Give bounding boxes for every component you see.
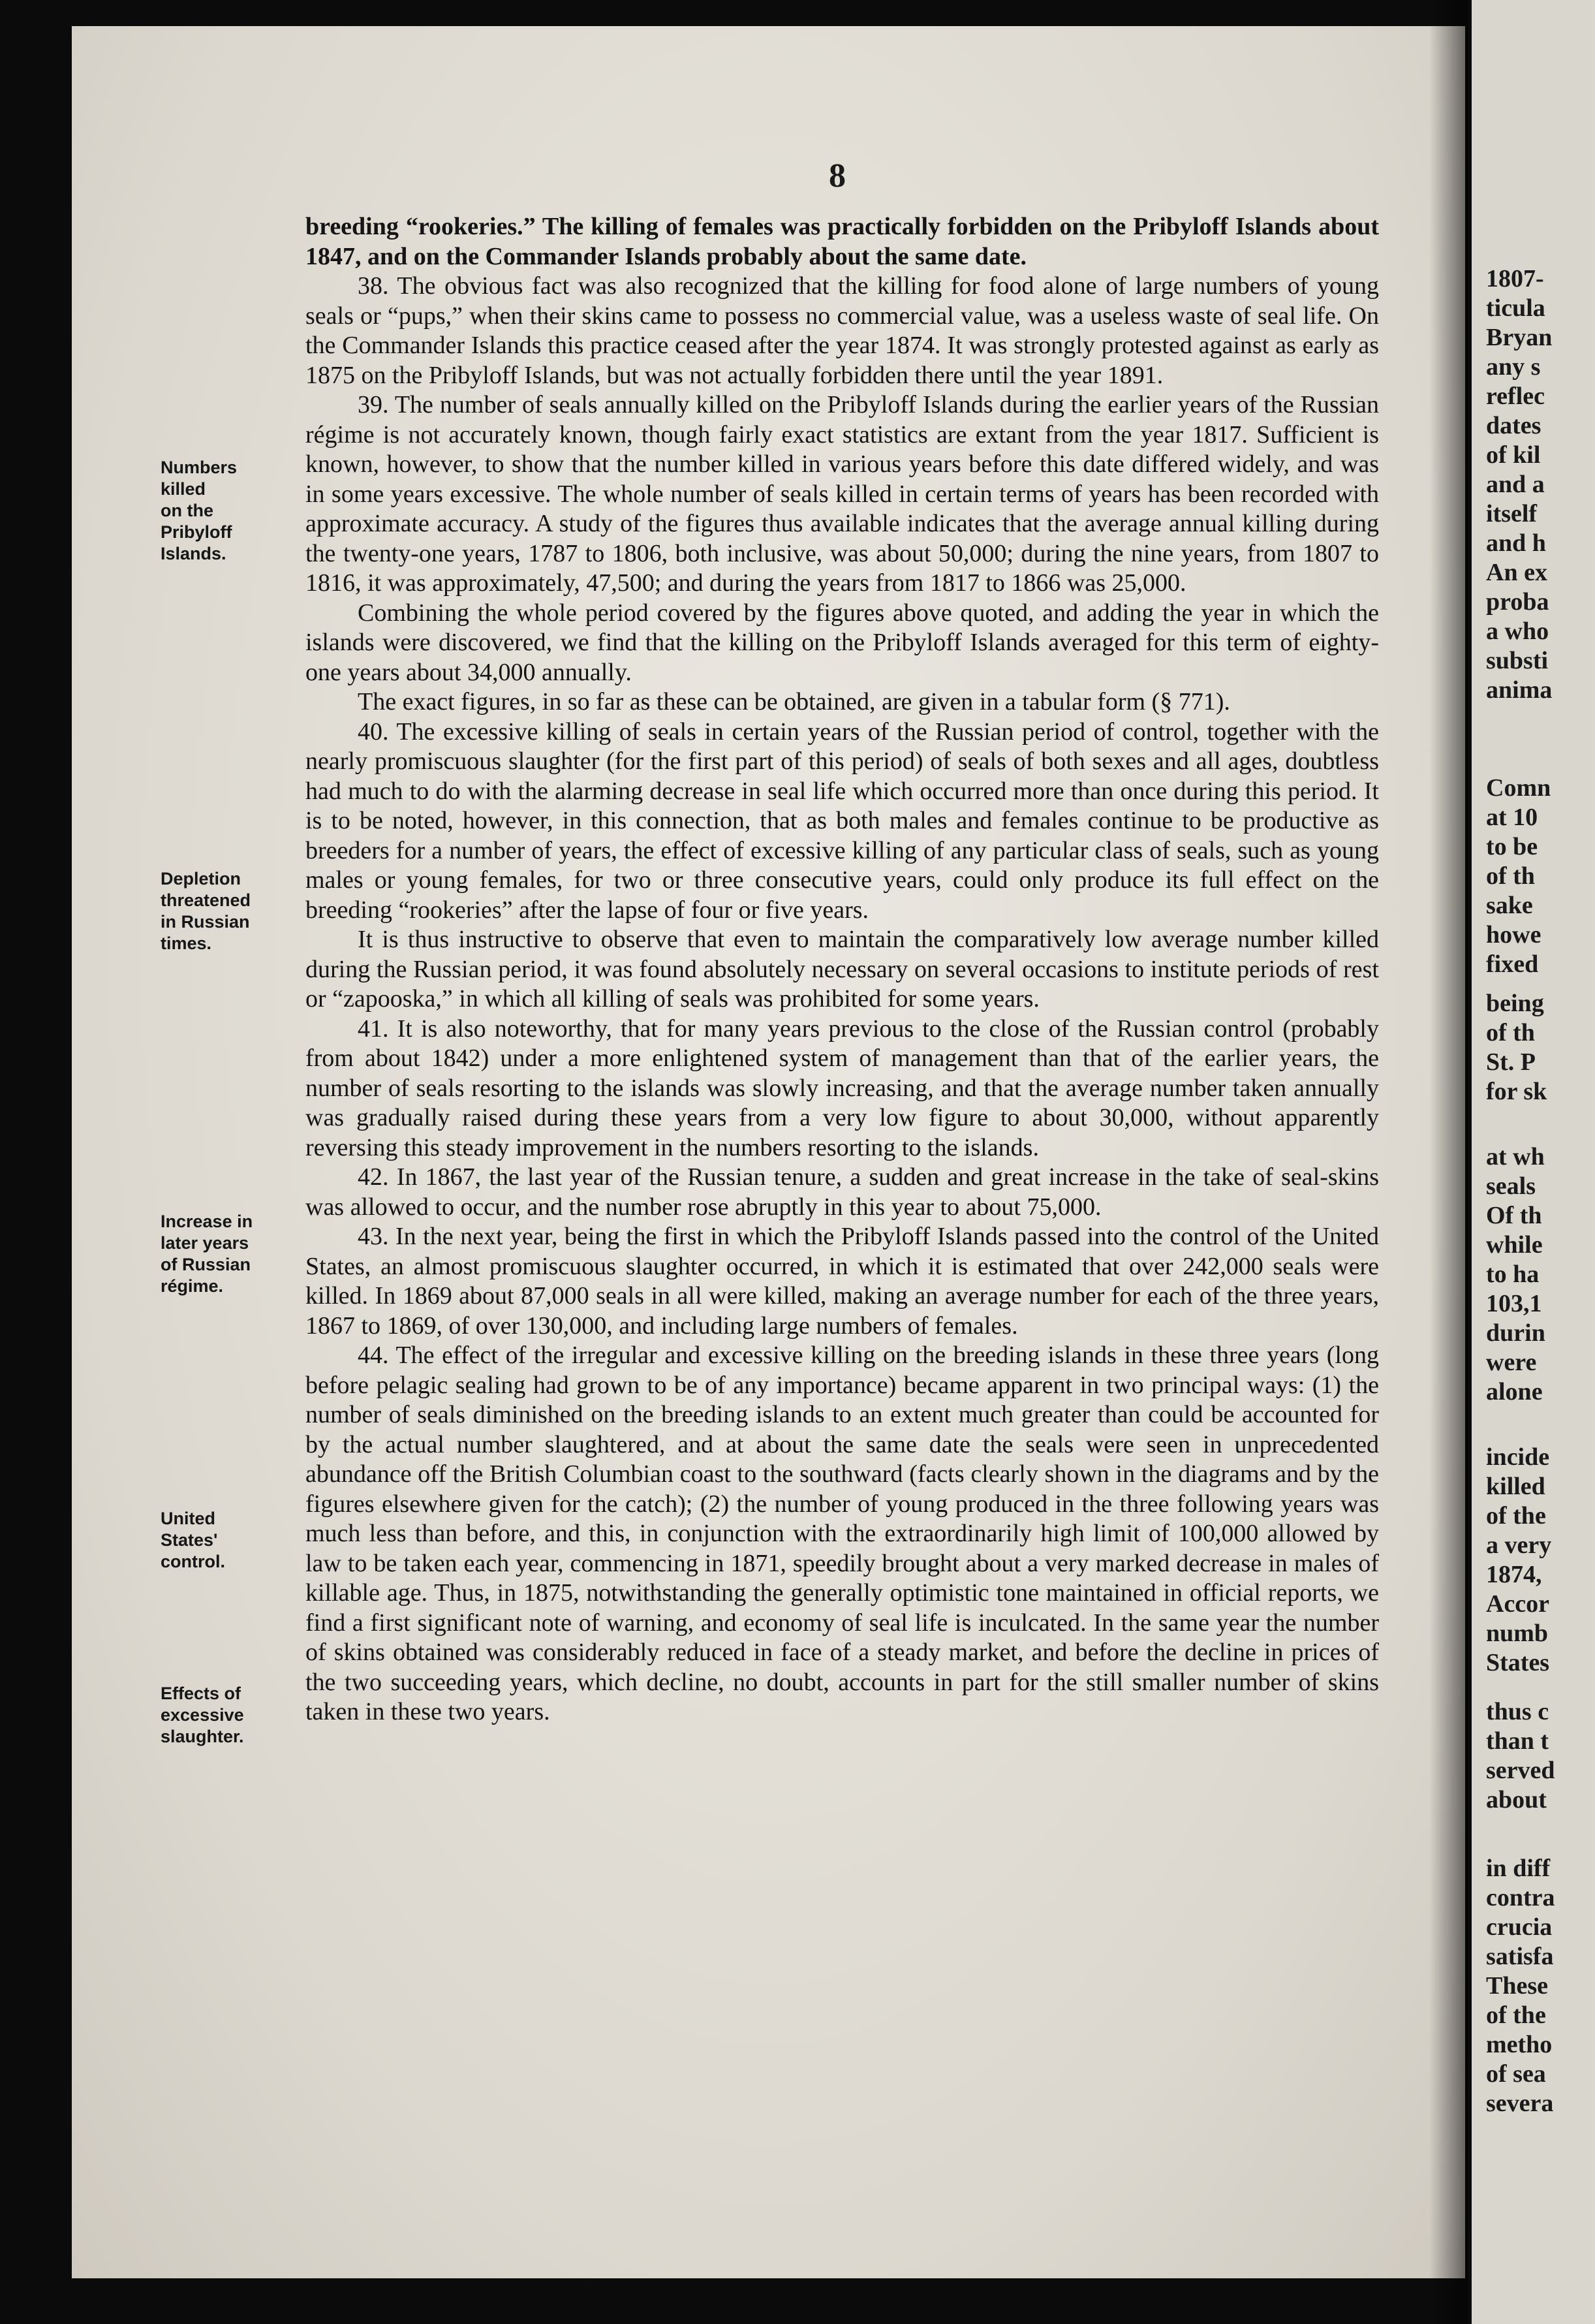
- adjacent-page-fragment: in diff: [1486, 1855, 1551, 1882]
- adjacent-page-fragment: any s: [1486, 353, 1541, 381]
- paragraph: 43. In the next year, being the first in which the Pribyloff Islands passed into the control of the United States, an almost promiscuous slaughter occurred, in which it is estimated that over 242,000 seals were killed. In 1869 about 87,000 seals in all were killed, making an average number for each of the three years, 1867 to 1869, of over 130,000, and including large numbers of females.: [305, 1223, 1379, 1340]
- adjacent-page-fragment: howe: [1486, 921, 1541, 949]
- adjacent-page-fragment: and h: [1486, 529, 1546, 557]
- adjacent-page-fragment: An ex: [1486, 559, 1547, 586]
- adjacent-page-fragment: of the: [1486, 1502, 1546, 1530]
- adjacent-page-fragment: substi: [1486, 647, 1549, 674]
- margin-note-increase: [161, 1211, 278, 1297]
- adjacent-page-fragment: a who: [1486, 618, 1549, 645]
- paragraph: 41. It is also noteworthy, that for many years previous to the close of the Russian control (probably from about 1842) under a more enlightened system of management than that of the earlier years, the number of seals resorting to the islands was slowly increasing, and that the average number taken annually was gradually raised during these years from a very low figure to about 30,000, without apparently reversing this steady improvement in the numbers resorting to the islands.: [305, 1014, 1379, 1161]
- adjacent-page-fragment: of th: [1486, 1019, 1535, 1046]
- margin-note-numbers-killed: [161, 457, 278, 565]
- adjacent-page-fragment: St. P: [1486, 1048, 1536, 1076]
- margin-note-line: killed: [161, 479, 206, 499]
- adjacent-page-fragment: itself: [1486, 500, 1538, 527]
- adjacent-page-fragment: incide: [1486, 1443, 1550, 1471]
- margin-note-line: control.: [161, 1552, 225, 1571]
- adjacent-page-fragment: crucia: [1486, 1913, 1553, 1941]
- adjacent-page-fragment: than t: [1486, 1727, 1549, 1755]
- adjacent-page-fragment: a very: [1486, 1531, 1552, 1559]
- adjacent-page-fragment: dates: [1486, 412, 1541, 439]
- adjacent-page-fragment: durin: [1486, 1319, 1545, 1347]
- adjacent-page-fragment: alone: [1486, 1378, 1543, 1405]
- margin-note-effects: [161, 1683, 278, 1748]
- adjacent-page-fragment: of sea: [1486, 2060, 1546, 2088]
- margin-note-line: Numbers: [161, 458, 238, 477]
- adjacent-page-fragment: 103,1: [1486, 1290, 1542, 1317]
- margin-note-line: on the: [161, 501, 213, 520]
- adjacent-page-fragment: Accor: [1486, 1590, 1550, 1618]
- margin-note-united-states: [161, 1508, 278, 1573]
- margin-note-line: slaughter.: [161, 1727, 244, 1746]
- margin-note-depletion: [161, 868, 278, 954]
- adjacent-page-fragment: served: [1486, 1757, 1555, 1784]
- margin-note-line: United: [161, 1509, 215, 1528]
- margin-note-line: in Russian: [161, 912, 250, 932]
- adjacent-page-fragment: Bryan: [1486, 324, 1553, 351]
- adjacent-page-fragment: satisfa: [1486, 1943, 1554, 1970]
- adjacent-page-fragment: were: [1486, 1349, 1537, 1376]
- adjacent-page-fragment: killed: [1486, 1473, 1545, 1500]
- adjacent-page-edge: [1472, 0, 1595, 2324]
- margin-note-line: Islands.: [161, 544, 226, 563]
- margin-note-line: Increase in: [161, 1212, 253, 1231]
- margin-note-line: States': [161, 1530, 218, 1550]
- paragraph: breeding “rookeries.” The killing of females was practically forbidden on the Pribyloff Islands about 1847, and on the Commander Islands probably about the same date.: [305, 213, 1379, 270]
- paragraph: 44. The effect of the irregular and excessive killing on the breeding islands in these three years (long before pelagic sealing had grown to be of any importance) became apparent in two principal ways: (1) the number of seals diminished on the breeding islands to an extent much greater than could be accounted for by the actual number slaughtered, and at about the same date the seals were seen in unprecedented abundance off the British Columbian coast to the southward (facts clearly shown in the diagrams and by the figures elsewhere given for the catch); (2) the number of young produced in the three following years was much less than before, and this, in conjunction with the extraordinarily high limit of 100,000 allowed by law to be taken each year, commencing in 1871, speedily brought about a very marked decrease in males of killable age. Thus, in 1875, notwithstanding the generally optimistic tone maintained in official reports, we find a first significant note of warning, and economy of seal life is inculcated. In the same year the number of skins obtained was considerably reduced in face of a steady market, and before the decline in prices of the two succeeding years, which decline, no doubt, accounts in part for the still smaller number of skins taken in these two years.: [305, 1342, 1379, 1725]
- adjacent-page-fragment: Comn: [1486, 774, 1551, 802]
- adjacent-page-fragment: of kil: [1486, 441, 1541, 469]
- margin-note-line: excessive: [161, 1705, 244, 1725]
- adjacent-page-fragment: These: [1486, 1972, 1548, 2000]
- adjacent-page-fragment: contra: [1486, 1884, 1555, 1911]
- adjacent-page-fragment: thus c: [1486, 1698, 1549, 1725]
- adjacent-page-fragment: severa: [1486, 2090, 1554, 2117]
- adjacent-page-fragment: for sk: [1486, 1078, 1547, 1105]
- adjacent-page-fragment: anima: [1486, 676, 1553, 704]
- adjacent-page-fragment: to ha: [1486, 1261, 1540, 1288]
- margin-note-line: times.: [161, 934, 212, 953]
- adjacent-page-fragment: numb: [1486, 1620, 1549, 1647]
- adjacent-page-fragment: 1807-: [1486, 265, 1544, 292]
- adjacent-page-fragment: reflec: [1486, 383, 1545, 410]
- paragraph: 39. The number of seals annually killed on the Pribyloff Islands during the earlier years of the Russian régime is not accurately known, though fairly exact statistics are extant from the year 1817. Sufficient is known, however, to show that the number killed in various years before this date differed widely, and was in some years excessive. The whole number of seals killed in certain terms of years has been recorded with approximate accuracy. A study of the figures thus available indicates that the average annual killing during the twenty-one years, 1787 to 1806, both inclusive, was about 50,000; during the nine years, from 1807 to 1816, it was approximately, 47,500; and during the years from 1817 to 1866 was 25,000.: [305, 391, 1379, 597]
- book-gutter-shadow: [1429, 0, 1468, 2324]
- body-text: [305, 212, 1379, 1727]
- adjacent-page-fragment: proba: [1486, 588, 1549, 616]
- adjacent-page-fragment: while: [1486, 1231, 1543, 1259]
- margin-note-line: of Russian: [161, 1255, 251, 1274]
- adjacent-page-fragment: States: [1486, 1649, 1550, 1676]
- adjacent-page-fragment: seals: [1486, 1172, 1536, 1200]
- adjacent-page-fragment: about: [1486, 1786, 1547, 1814]
- adjacent-page-fragment: and a: [1486, 471, 1545, 498]
- paragraph: 38. The obvious fact was also recognized that the killing for food alone of large numbers of young seals or “pups,” when their skins came to possess no commercial value, was a useless waste of seal life. On the Commander Islands this practice ceased after the year 1874. It was strongly protested against as early as 1875 on the Pribyloff Islands, but was not actually forbidden there until the year 1891.: [305, 272, 1379, 389]
- paragraph: 42. In 1867, the last year of the Russian tenure, a sudden and great increase in the take of seal-skins was allowed to occur, and the number rose abruptly in this year to about 75,000.: [305, 1163, 1379, 1221]
- paragraph: It is thus instructive to observe that even to maintain the comparatively low average number killed during the Russian period, it was found absolutely necessary on several occasions to institute periods of rest or “zapooska,” in which all killing of seals was prohibited for some years.: [305, 926, 1379, 1013]
- margin-note-line: threatened: [161, 890, 251, 910]
- adjacent-page-fragment: metho: [1486, 2031, 1553, 2058]
- adjacent-page-fragment: to be: [1486, 833, 1538, 860]
- adjacent-page-fragment: sake: [1486, 892, 1533, 919]
- margin-note-line: Effects of: [161, 1684, 241, 1703]
- paragraph: 40. The excessive killing of seals in certain years of the Russian period of control, together with the nearly promiscuous slaughter (for the first part of this period) of seals of both sexes and all ages, doubtless had much to do with the alarming decrease in seal life which occurred more than once during this period. It is to be noted, however, in this connection, that as both males and females continue to be productive as breeders for a number of years, the effect of excessive killing of any particular class of seals, such as young males or young females, for two or three consecutive years, could only produce its full effect on the breeding “rookeries” after the lapse of four or five years.: [305, 717, 1379, 924]
- adjacent-page-fragment: of the: [1486, 2002, 1546, 2029]
- adjacent-page-fragment: Of th: [1486, 1202, 1542, 1229]
- adjacent-page-fragment: at 10: [1486, 804, 1538, 831]
- margin-note-line: later years: [161, 1233, 249, 1253]
- margin-note-line: régime.: [161, 1276, 224, 1296]
- adjacent-page-fragment: 1874,: [1486, 1561, 1542, 1588]
- paragraph: Combining the whole period covered by the figures above quoted, and adding the year in which the islands were discovered, we find that the killing on the Pribyloff Islands averaged for this term of eighty-one years about 34,000 annually.: [305, 599, 1379, 686]
- margin-note-line: Depletion: [161, 869, 241, 888]
- margin-note-line: Pribyloff: [161, 522, 232, 542]
- adjacent-page-fragment: at wh: [1486, 1143, 1545, 1170]
- paragraph: The exact figures, in so far as these can be obtained, are given in a tabular form (§ 771).: [358, 688, 1230, 715]
- page-number: 8: [829, 157, 846, 195]
- adjacent-page-fragment: being: [1486, 990, 1544, 1017]
- adjacent-page-fragment: of th: [1486, 862, 1535, 890]
- adjacent-page-fragment: ticula: [1486, 294, 1545, 322]
- adjacent-page-fragment: fixed: [1486, 950, 1539, 978]
